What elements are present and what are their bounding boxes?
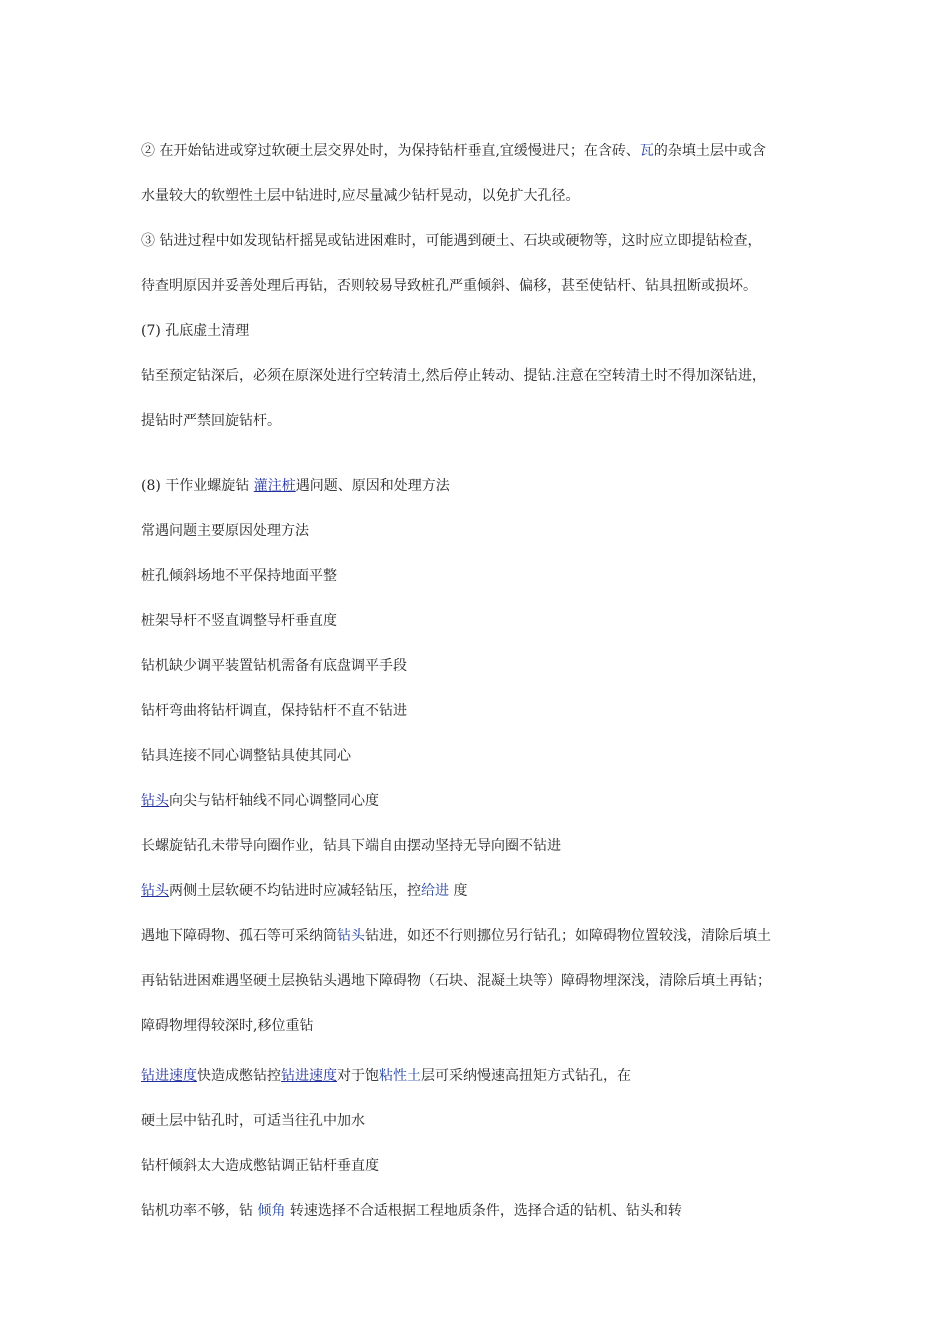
text-run: ② 在开始钻进或穿过软硬土层交界处时，为保持钻杆垂直,宜缓慢进尺；在含砖、: [141, 143, 640, 159]
text-run: 硬土层中钻孔时，可适当往孔中加水: [141, 1113, 365, 1129]
text-run: 桩架导杆不竖直调整导杆垂直度: [141, 613, 337, 629]
text-line: [141, 791, 831, 811]
text-line: [141, 656, 831, 676]
text-run: 遇地下障碍物、孤石等可采纳筒: [141, 928, 337, 944]
inline-link[interactable]: 钻头: [141, 883, 169, 899]
text-run: 常遇问题主要原因处理方法: [141, 523, 309, 539]
text-line: [141, 141, 831, 161]
section-heading: [141, 476, 831, 496]
text-run: 钻机功率不够，钻: [141, 1203, 258, 1219]
inline-link[interactable]: 钻进速度: [141, 1068, 197, 1084]
text-run: 快造成憋钻控: [197, 1068, 281, 1084]
table-header-line: [141, 521, 831, 541]
highlighted-term: 倾角: [257, 1203, 286, 1219]
text-line: [141, 926, 831, 946]
text-run: 对于饱: [337, 1068, 379, 1084]
text-line: [141, 746, 831, 766]
text-line: [141, 881, 831, 901]
text-line: [141, 566, 831, 586]
highlighted-term: 粘性土: [379, 1068, 421, 1084]
text-line: [141, 231, 831, 251]
inline-link[interactable]: 灌注桩: [253, 478, 296, 494]
text-line: [141, 836, 831, 856]
text-run: 桩孔倾斜场地不平保持地面平整: [141, 568, 337, 584]
text-run: (8) 干作业螺旋钻: [141, 478, 254, 494]
text-line: [141, 186, 831, 206]
text-run: 再钻钻进困难遇坚硬土层换钻头遇地下障碍物（石块、混凝土块等）障碍物埋深浅，清除后填土再钻；: [141, 973, 771, 989]
text-line: [141, 611, 831, 631]
text-line: [141, 1016, 831, 1036]
text-run: (7) 孔底虚土清理: [141, 323, 250, 339]
text-run: 遇问题、原因和处理方法: [295, 478, 450, 494]
highlighted-term: 给进: [421, 883, 449, 899]
text-run: 钻具连接不同心调整钻具使其同心: [141, 748, 351, 764]
text-line: [141, 1201, 831, 1221]
text-run: 钻至预定钻深后，必须在原深处进行空转清土,然后停止转动、提钻.注意在空转清土时不得加深钻进，: [141, 368, 766, 384]
text-run: 转速选择不合适根据工程地质条件，选择合适的钻机、钻头和转: [285, 1203, 682, 1219]
text-run: 层可采纳慢速高扭矩方式钻孔，在: [421, 1068, 631, 1084]
text-line: [141, 1111, 831, 1131]
text-run: 向尖与钻杆轴线不同心调整同心度: [169, 793, 379, 809]
text-run: 钻杆倾斜太大造成憋钻调正钻杆垂直度: [141, 1158, 379, 1174]
text-run: 两侧土层软硬不均钻进时应减轻钻压，控: [169, 883, 421, 899]
text-line: [141, 971, 831, 991]
inline-link[interactable]: 钻进速度: [281, 1068, 337, 1084]
text-run: 水量较大的软塑性土层中钻进时,应尽量减少钻杆晃动，以免扩大孔径。: [141, 188, 580, 204]
text-line: [141, 411, 831, 431]
inline-link[interactable]: 钻头: [141, 793, 169, 809]
text-run: 的杂填土层中或含: [653, 143, 766, 159]
text-line: [141, 366, 831, 386]
text-line: [141, 1066, 831, 1086]
text-run: 钻进，如还不行则挪位另行钻孔；如障碍物位置较浅，清除后填土: [365, 928, 771, 944]
text-run: ③ 钻进过程中如发现钻杆摇晃或钻进困难时，可能遇到硬土、石块或硬物等，这时应立即提钻检查，: [141, 233, 762, 249]
highlighted-term: 钻头: [337, 928, 365, 944]
text-run: 障碍物埋得较深时,移位重钻: [141, 1018, 314, 1034]
text-run: 长螺旋钻孔未带导向圈作业，钻具下端自由摆动坚持无导向圈不钻进: [141, 838, 561, 854]
text-line: [141, 701, 831, 721]
text-run: 提钻时严禁回旋钻杆。: [141, 413, 281, 429]
text-run: 待查明原因并妥善处理后再钻，否则较易导致桩孔严重倾斜、偏移，甚至使钻杆、钻具扭断或损坏。: [141, 278, 757, 294]
text-run: 钻杆弯曲将钻杆调直，保持钻杆不直不钻进: [141, 703, 407, 719]
text-line: [141, 1156, 831, 1176]
section-heading: [141, 321, 831, 341]
text-run: 度: [449, 883, 468, 899]
highlighted-term: 瓦: [639, 143, 654, 159]
text-run: 钻机缺少调平装置钻机需备有底盘调平手段: [141, 658, 407, 674]
text-line: [141, 276, 831, 296]
